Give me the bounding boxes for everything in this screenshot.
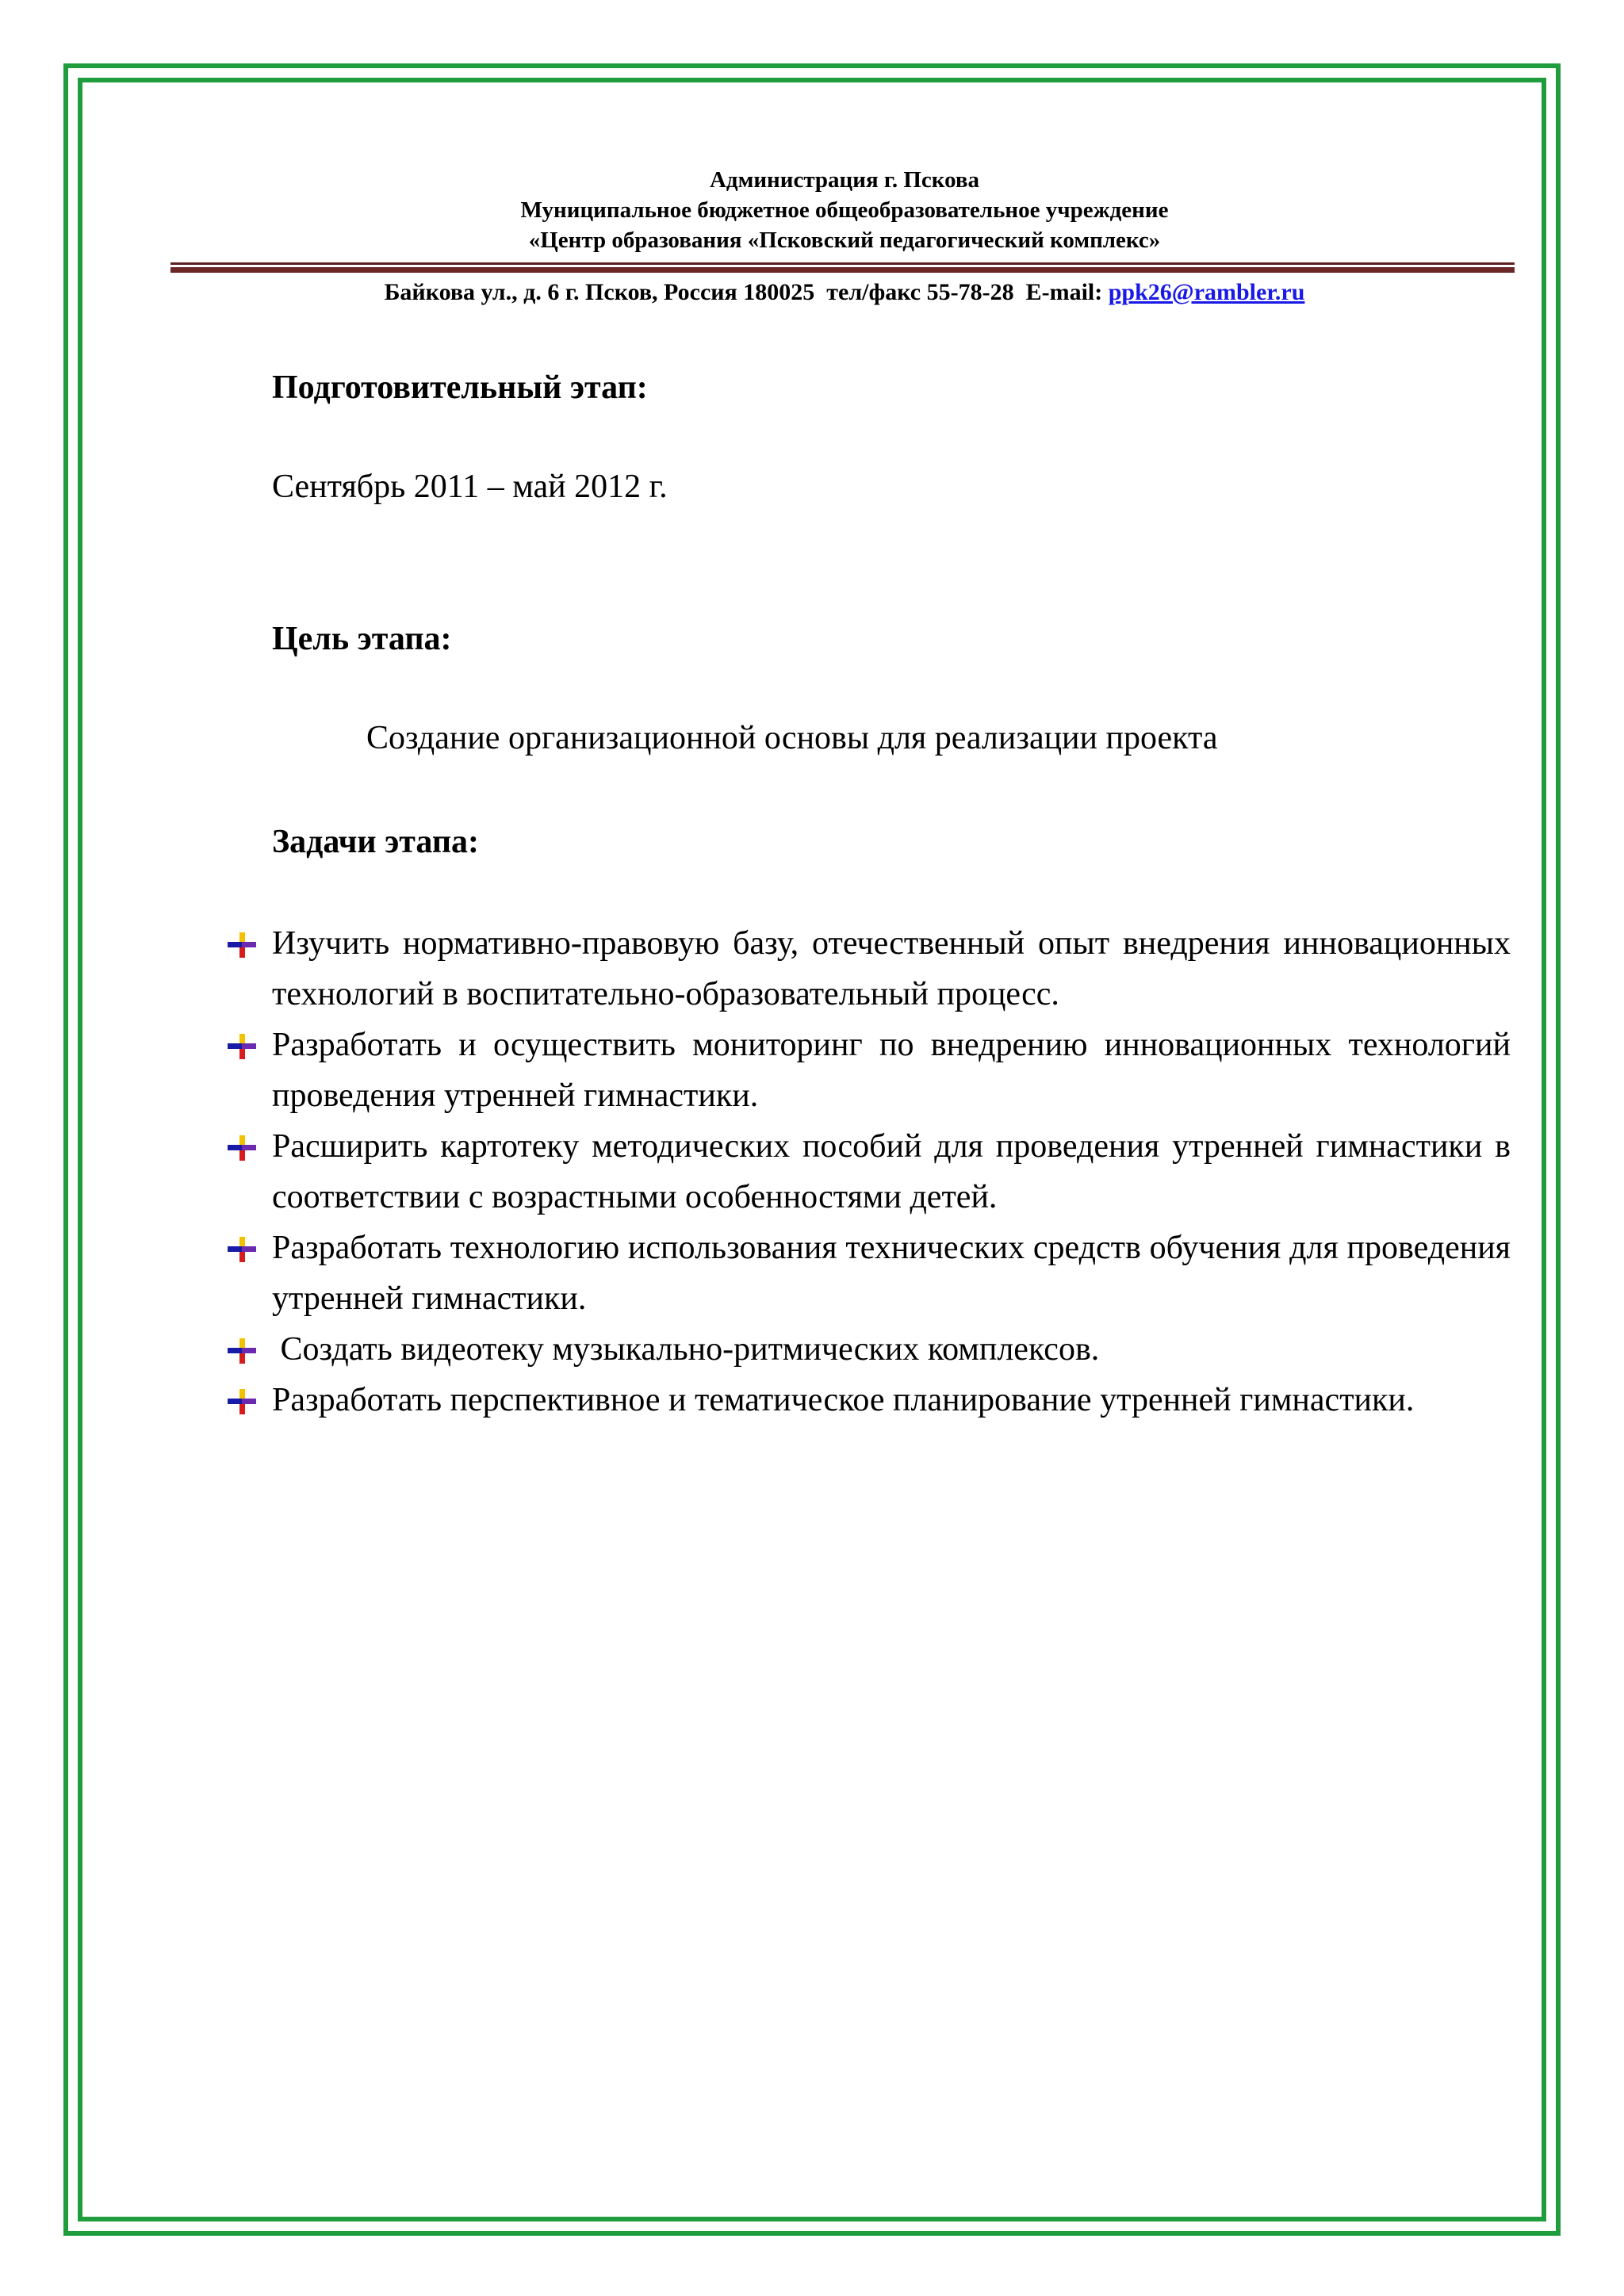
colored-plus-bullet-icon [226, 1032, 258, 1061]
list-item [226, 1020, 1511, 1121]
email-link[interactable]: ppk26@rambler.ru [1108, 279, 1305, 305]
task-text: Создать видеотеку музыкально-ритмических комплексов. [272, 1331, 1100, 1368]
tasks-list [226, 918, 1511, 1425]
task-text: Разработать технологию использования технических средств обучения для проведения утренней гимнастики. [272, 1230, 1511, 1317]
goal-text: Создание организационной основы для реализации проекта [366, 720, 1218, 756]
task-text: Изучить нормативно-правовую базу, отечественный опыт внедрения инновационных технологий в воспитательно-образовательный процесс. [272, 925, 1511, 1012]
address-line [170, 277, 1519, 308]
list-item [226, 1121, 1511, 1223]
task-text: Разработать и осуществить мониторинг по внедрению инновационных технологий проведения утренней гимнастики. [272, 1027, 1511, 1114]
colored-plus-bullet-icon [226, 1337, 258, 1365]
colored-plus-bullet-icon [226, 1387, 258, 1416]
letterhead-line-3: «Центр образования «Псковский педагогический комплекс» [528, 228, 1161, 253]
colored-plus-bullet-icon [226, 1134, 258, 1162]
task-text: Расширить картотеку методических пособий для проведения утренней гимнастики в соответствии с возрастными особенностями детей. [272, 1128, 1511, 1215]
list-item [226, 918, 1511, 1020]
tasks-title: Задачи этапа: [272, 824, 480, 860]
list-item [226, 1324, 1511, 1375]
letterhead-line-1: Администрация г. Пскова [709, 167, 980, 193]
letterhead [170, 165, 1519, 255]
letterhead-divider [170, 262, 1515, 274]
colored-plus-bullet-icon [226, 931, 258, 959]
stage-period: Сентябрь 2011 – май 2012 г. [272, 469, 668, 505]
stage-title: Подготовительный этап: [272, 369, 648, 406]
address-text: Байкова ул., д. 6 г. Псков, Россия 180025 тел/факс 55-78-28 E-mail: [384, 279, 1109, 305]
list-item [226, 1375, 1511, 1425]
goal-title: Цель этапа: [272, 621, 452, 657]
letterhead-line-2: Муниципальное бюджетное общеобразовательное учреждение [520, 197, 1169, 223]
list-item [226, 1223, 1511, 1324]
colored-plus-bullet-icon [226, 1235, 258, 1264]
task-text: Разработать перспективное и тематическое планирование утренней гимнастики. [272, 1382, 1415, 1418]
